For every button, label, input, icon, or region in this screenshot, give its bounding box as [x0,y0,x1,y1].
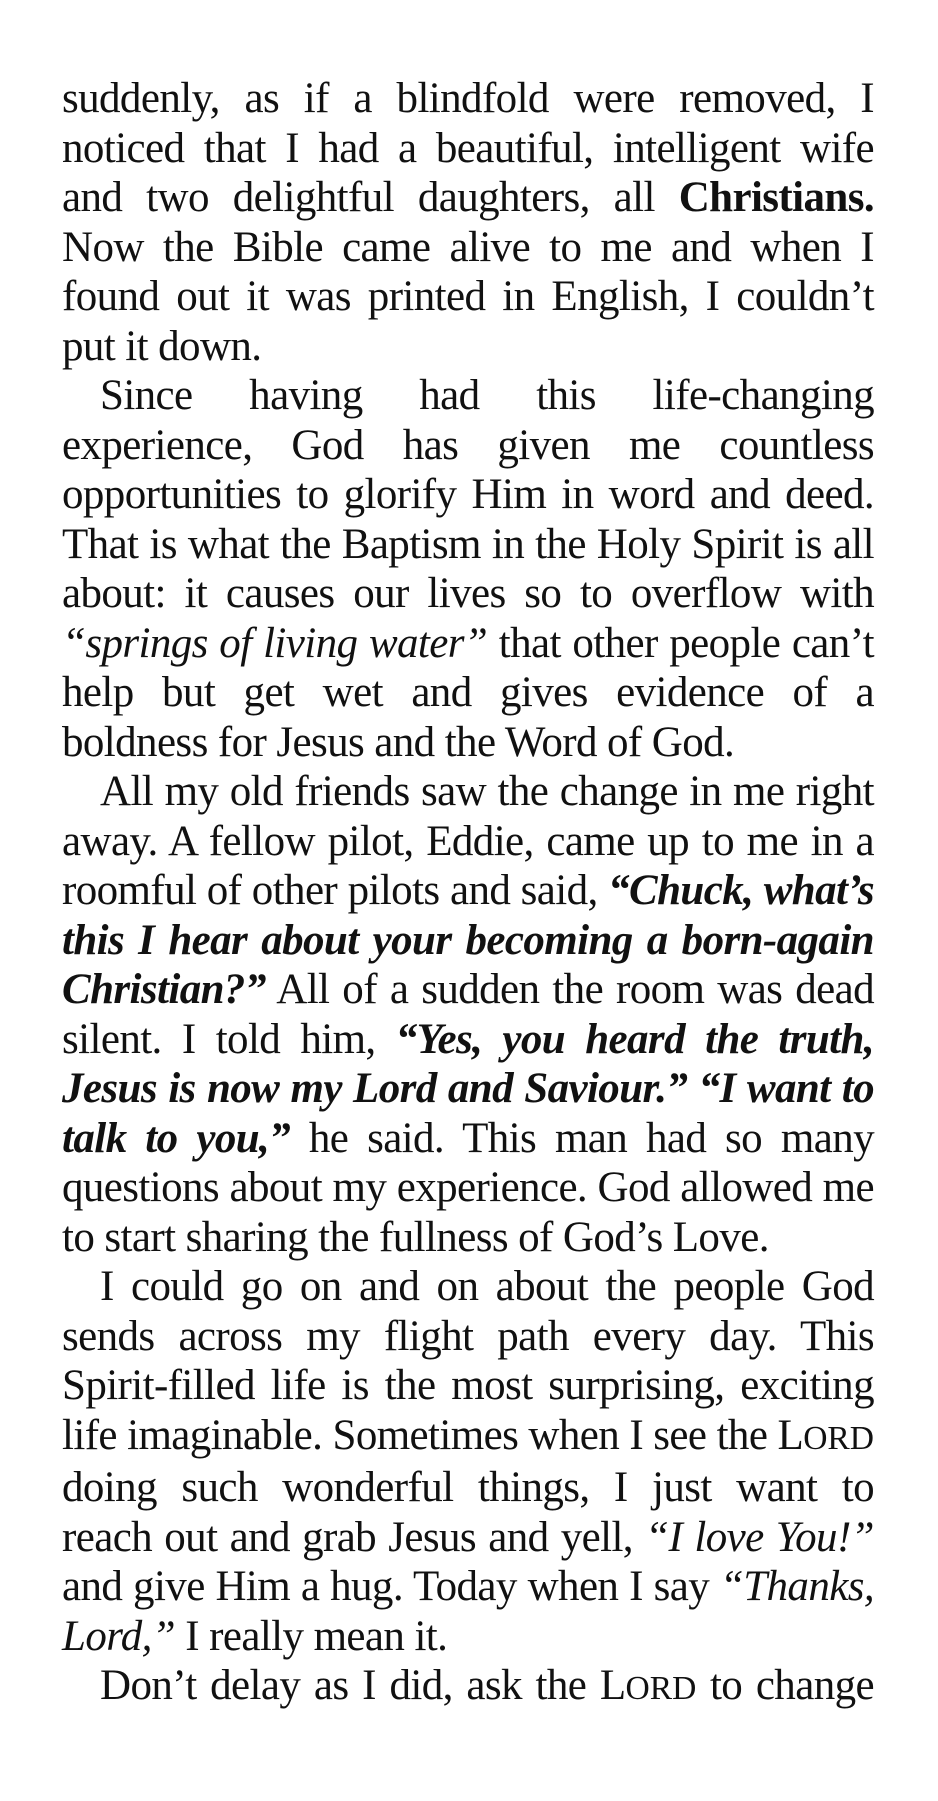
text-run: Don’t delay as I did, ask the [100,1662,600,1709]
text-run: “I love You!” [645,1513,874,1561]
text-run: “springs of living water” [62,619,488,667]
text-run: doing such wonderful things, I just want to reach out and grab Jesus and yell, [62,1464,874,1561]
text-run: I really mean it. [175,1612,448,1660]
paragraph [62,1262,874,1661]
paragraph [62,767,874,1262]
text-run: ORD [625,1670,697,1707]
text-run: “Yes, you heard the truth, Jesus is now my Lord and Saviour.” “I want to talk to you,” [62,1015,874,1162]
text-run: All my old friends saw the change in me right away. A fellow pilot, Eddie, came up to me in a roomful of other pilots and said, [62,768,874,914]
text-run: suddenly, as if a blindfold were removed, I noticed that I had a beautiful, intelligent wife and two delightful daughters, all [62,75,874,221]
text-run: Christians. [678,174,874,221]
text-run: to change [696,1662,874,1709]
text-run: that other people can’t help but get wet and gives evidence of a boldness for Jesus and the Word of God. [62,619,874,766]
paragraph [62,1661,874,1714]
text-run: Now the Bible came alive to me and when I found out it was printed in English, I couldn’t put it down. [62,223,874,370]
text-run: Since having had this life-changing experience, God has given me countless opportunities to glorify Him in word and deed. That is what the Baptism in the Holy Spirit is all about: it causes our lives so to overflow with [62,372,874,617]
text-run: “Thanks, Lord,” [62,1563,874,1660]
book-page-body [62,74,874,1714]
text-run: ORD [803,1419,874,1457]
text-run: L [599,1662,626,1709]
text-run: I could go on and on about the people God sends across my flight path every day. This Spirit-filled life is the most surprising, exciting life imaginable. Sometimes when I see the [62,1263,874,1459]
text-run: he said. This man had so many questions about my experience. God allowed me to start sharing the fullness of God’s Love. [62,1114,875,1261]
text-run: L [777,1411,804,1459]
text-run: and give Him a hug. Today when I say [62,1563,720,1610]
text-run: “Chuck, what’s this I hear about your becoming a born-again Christian?” [62,867,874,1013]
paragraph [62,74,874,371]
paragraph [62,371,874,767]
text-run: All of a sudden the room was dead silent. I told him, [62,966,874,1063]
